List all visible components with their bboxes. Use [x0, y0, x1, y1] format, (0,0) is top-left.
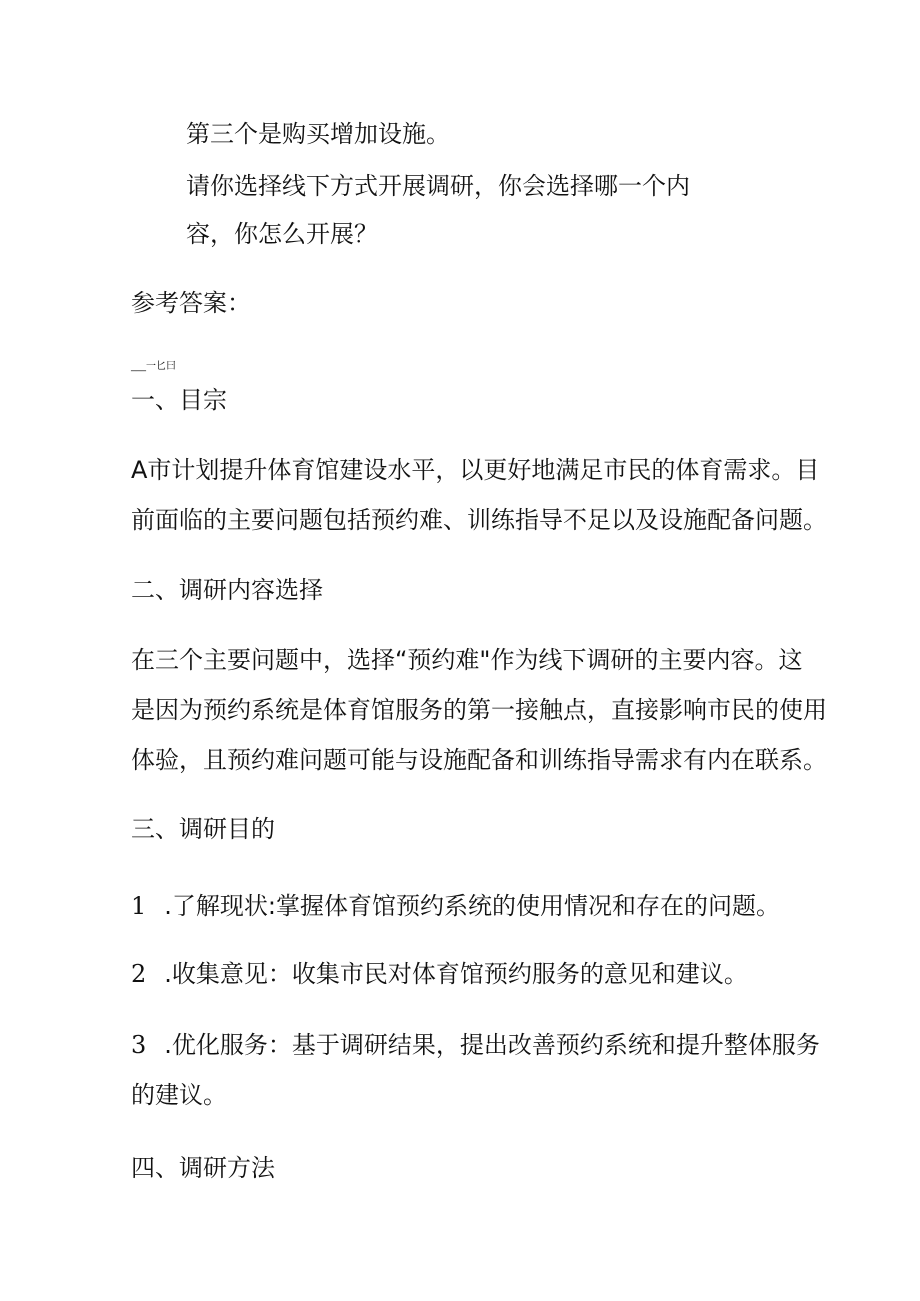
list-item-2 — [131, 957, 748, 991]
small-mark: ___一匕曰 — [131, 361, 176, 372]
answer-label: 参考答案： — [131, 289, 251, 317]
list-item-3-text: .优化服务：基于调研结果，提出改善预约系统和提升整体服务 — [164, 1031, 820, 1059]
section-1-paragraph-line-1: A市计划提升体育馆建设水平，以更好地满足市民的体育需求。目 — [131, 456, 820, 484]
section-heading-2: 二、调研内容选择 — [131, 576, 323, 604]
question-line-2: 请你选择线下方式开展调研，你会选择哪一个内 — [186, 172, 690, 200]
section-2-paragraph-line-2: 是因为预约系统是体育馆服务的第一接触点，直接影响市民的使用 — [131, 696, 827, 724]
list-item-2-text: .收集意见：收集市民对体育馆预约服务的意见和建议。 — [164, 960, 748, 988]
section-1-paragraph-line-2: 前面临的主要问题包括预约难、训练指导不足以及设施配备问题。 — [131, 506, 827, 534]
list-item-1-number: 1 — [131, 892, 147, 920]
list-item-2-number: 2 — [131, 960, 147, 988]
section-heading-4: 四、调研方法 — [131, 1154, 275, 1182]
section-2-paragraph-line-3: 体验，且预约难问题可能与设施配备和训练指导需求有内在联系。 — [131, 746, 827, 774]
section-2-paragraph-line-1: 在三个主要问题中，选择“预约难"作为线下调研的主要内容。这 — [131, 646, 803, 674]
question-line-3: 容，你怎么开展？ — [186, 220, 378, 248]
list-item-3-continuation: 的建议。 — [131, 1081, 227, 1109]
section-heading-3: 三、调研目的 — [131, 815, 275, 843]
list-item-3 — [131, 1028, 820, 1062]
section-heading-1: 一、目宗 — [131, 386, 227, 414]
list-item-1-text: .了解现状:掌握体育馆预约系统的使用情况和存在的问题。 — [164, 892, 780, 920]
list-item-3-number: 3 — [131, 1031, 147, 1059]
question-line-1: 第三个是购买增加设施。 — [186, 120, 450, 148]
list-item-1 — [131, 889, 780, 923]
